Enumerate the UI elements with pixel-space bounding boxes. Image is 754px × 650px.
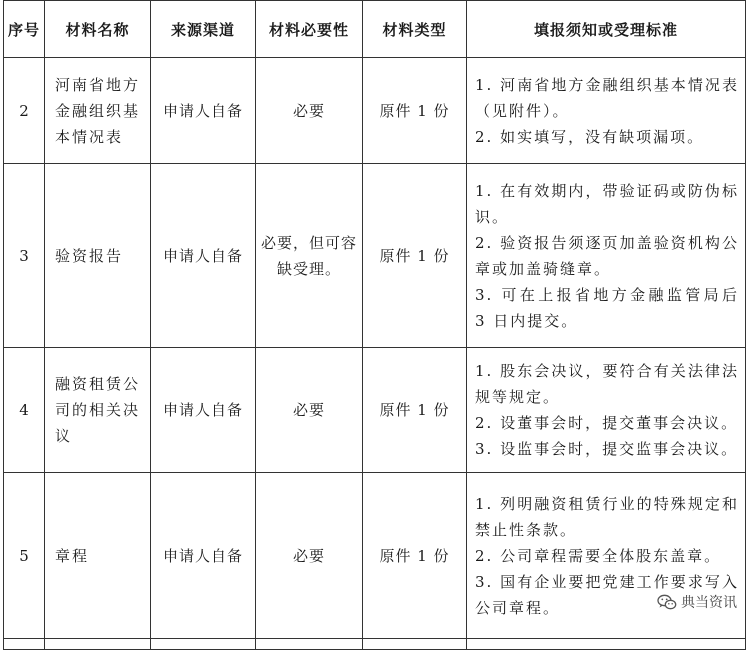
row-index: 4 — [4, 348, 45, 473]
row-source: 申请人自备 — [151, 348, 256, 473]
table-row — [4, 348, 746, 473]
table-row — [4, 164, 746, 348]
row-material-name: 验资报告 — [45, 164, 151, 348]
note-line: 2. 设董事会时，提交董事会决议。 — [475, 414, 739, 432]
row-material-name: 章程 — [45, 473, 151, 639]
row-index: 3 — [4, 164, 45, 348]
header-necessity: 材料必要性 — [256, 1, 363, 58]
note-line: 2. 公司章程需要全体股东盖章。 — [475, 546, 722, 565]
empty-cell — [467, 639, 746, 650]
header-source: 来源渠道 — [151, 1, 256, 58]
header-notes: 填报须知或受理标准 — [467, 1, 746, 58]
table-row-partial — [4, 639, 746, 650]
row-type: 原件 1 份 — [363, 164, 467, 348]
empty-cell — [151, 639, 256, 650]
row-notes — [467, 348, 746, 473]
header-material-name: 材料名称 — [45, 1, 151, 58]
row-material-name: 融资租赁公司的相关决议 — [45, 348, 151, 473]
materials-table — [3, 0, 746, 650]
table-row — [4, 473, 746, 639]
row-source: 申请人自备 — [151, 473, 256, 639]
note-line: 1. 河南省地方金融组织基本情况表（见附件）。 — [475, 75, 739, 120]
row-necessity: 必要 — [256, 58, 363, 164]
note-line: 3. 可在上报省地方金融监管局后 3 日内提交。 — [475, 285, 739, 330]
row-necessity: 必要 — [256, 473, 363, 639]
note-line: 2. 如实填写，没有缺项漏项。 — [475, 127, 705, 146]
row-index: 5 — [4, 473, 45, 639]
note-line: 2. 验资报告须逐页加盖验资机构公章或加盖骑缝章。 — [475, 233, 739, 278]
note-line: 3. 设监事会时，提交监事会决议。 — [475, 440, 739, 458]
empty-cell — [4, 639, 45, 650]
row-necessity: 必要，但可容缺受理。 — [256, 164, 363, 348]
row-source: 申请人自备 — [151, 58, 256, 164]
table-header-row — [4, 1, 746, 58]
row-type: 原件 1 份 — [363, 473, 467, 639]
row-type: 原件 1 份 — [363, 348, 467, 473]
empty-cell — [45, 639, 151, 650]
row-notes — [467, 164, 746, 348]
header-type: 材料类型 — [363, 1, 467, 58]
note-line: 1. 股东会决议，要符合有关法律法规等规定。 — [475, 362, 739, 406]
note-line: 1. 在有效期内，带验证码或防伪标识。 — [475, 181, 739, 226]
row-necessity: 必要 — [256, 348, 363, 473]
table-row — [4, 58, 746, 164]
row-notes — [467, 473, 746, 639]
empty-cell — [256, 639, 363, 650]
watermark-text: 典当资讯 — [681, 595, 737, 611]
row-index: 2 — [4, 58, 45, 164]
row-type: 原件 1 份 — [363, 58, 467, 164]
note-line: 3. 国有企业要把党建工作要求写入公司章程。 — [475, 572, 739, 617]
row-notes — [467, 58, 746, 164]
note-line: 1. 列明融资租赁行业的特殊规定和禁止性条款。 — [475, 494, 739, 539]
empty-cell — [363, 639, 467, 650]
watermark — [654, 591, 740, 613]
row-source: 申请人自备 — [151, 164, 256, 348]
header-index: 序号 — [4, 1, 45, 58]
row-material-name: 河南省地方金融组织基本情况表 — [45, 58, 151, 164]
wechat-icon — [657, 594, 677, 611]
